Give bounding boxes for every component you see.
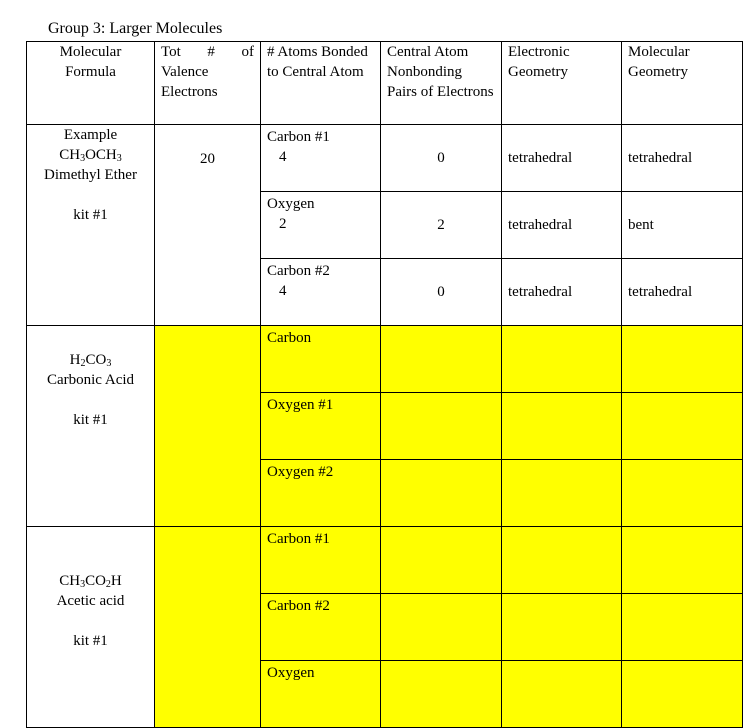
electronic-geometry: tetrahedral bbox=[502, 259, 622, 326]
molecule-table bbox=[26, 41, 743, 728]
acetic-formula: $CH_3CO_2H$ bbox=[59, 573, 122, 590]
header-electronic: Electronic Geometry bbox=[502, 42, 622, 125]
carbonic-atom-cell bbox=[261, 460, 381, 527]
carbonic-formula-cell bbox=[27, 326, 155, 527]
header-bonded: # Atoms Bonded to Central Atom bbox=[261, 42, 381, 125]
header-molecular: Molecular Geometry bbox=[622, 42, 743, 125]
header-nonbonding: Central Atom Nonbonding Pairs of Electrons bbox=[381, 42, 502, 125]
atom-label: Carbon #1 bbox=[267, 129, 330, 145]
bonded-count: 2 bbox=[279, 216, 287, 232]
atom-label: Oxygen #2 bbox=[267, 464, 334, 480]
acetic-kit: kit #1 bbox=[73, 633, 108, 649]
molecular-geometry: tetrahedral bbox=[622, 125, 743, 192]
electronic-geometry: tetrahedral bbox=[502, 125, 622, 192]
example-atom-cell bbox=[261, 192, 381, 259]
atom-label: Oxygen bbox=[267, 196, 315, 212]
table-row bbox=[27, 125, 743, 192]
atom-label: Oxygen bbox=[267, 665, 315, 681]
example-name: Dimethyl Ether bbox=[44, 167, 137, 183]
nonbonding-input[interactable] bbox=[381, 326, 502, 393]
carbonic-formula: $H_2CO_3$ bbox=[69, 352, 112, 369]
molecular-geometry-input[interactable] bbox=[622, 527, 743, 594]
carbonic-atom-cell bbox=[261, 393, 381, 460]
electronic-geometry-input[interactable] bbox=[502, 460, 622, 527]
carbonic-name: Carbonic Acid bbox=[46, 372, 135, 388]
nonbonding-count: 0 bbox=[381, 259, 502, 326]
molecular-geometry-input[interactable] bbox=[622, 661, 743, 728]
example-kit: kit #1 bbox=[73, 207, 108, 223]
carbonic-atom-cell bbox=[261, 326, 381, 393]
nonbonding-input[interactable] bbox=[381, 527, 502, 594]
atom-label: Carbon #2 bbox=[267, 598, 330, 614]
acetic-atom-cell bbox=[261, 661, 381, 728]
bonded-count: 4 bbox=[279, 149, 287, 165]
table-row bbox=[27, 527, 743, 594]
molecular-geometry-input[interactable] bbox=[622, 460, 743, 527]
example-label: Example bbox=[63, 127, 118, 143]
electronic-geometry-input[interactable] bbox=[502, 661, 622, 728]
acetic-atom-cell bbox=[261, 594, 381, 661]
example-atom-cell bbox=[261, 259, 381, 326]
header-row bbox=[27, 42, 743, 125]
nonbonding-count: 2 bbox=[381, 192, 502, 259]
molecular-geometry: bent bbox=[622, 192, 743, 259]
header-formula: Molecular Formula bbox=[27, 42, 155, 125]
electronic-geometry-input[interactable] bbox=[502, 527, 622, 594]
molecular-geometry: tetrahedral bbox=[622, 259, 743, 326]
acetic-valence-input[interactable] bbox=[155, 527, 261, 728]
example-atom-cell bbox=[261, 125, 381, 192]
acetic-formula-cell bbox=[27, 527, 155, 728]
electronic-geometry-input[interactable] bbox=[502, 594, 622, 661]
atom-label: Carbon #1 bbox=[267, 531, 330, 547]
molecular-geometry-input[interactable] bbox=[622, 326, 743, 393]
example-valence: 20 bbox=[155, 125, 261, 326]
carbonic-valence-input[interactable] bbox=[155, 326, 261, 527]
table-row bbox=[27, 326, 743, 393]
nonbonding-input[interactable] bbox=[381, 594, 502, 661]
electronic-geometry: tetrahedral bbox=[502, 192, 622, 259]
bonded-count: 4 bbox=[279, 283, 287, 299]
molecular-geometry-input[interactable] bbox=[622, 594, 743, 661]
carbonic-kit: kit #1 bbox=[73, 412, 108, 428]
example-formula: $CH_3OCH_3$ bbox=[59, 147, 122, 164]
page-title: Group 3: Larger Molecules bbox=[48, 20, 223, 37]
example-formula-cell bbox=[27, 125, 155, 326]
acetic-atom-cell bbox=[261, 527, 381, 594]
nonbonding-input[interactable] bbox=[381, 661, 502, 728]
molecular-geometry-input[interactable] bbox=[622, 393, 743, 460]
nonbonding-count: 0 bbox=[381, 125, 502, 192]
acetic-name: Acetic acid bbox=[56, 593, 125, 609]
atom-label: Oxygen #1 bbox=[267, 397, 334, 413]
atom-label: Carbon bbox=[267, 330, 312, 346]
electronic-geometry-input[interactable] bbox=[502, 393, 622, 460]
atom-label: Carbon #2 bbox=[267, 263, 330, 279]
nonbonding-input[interactable] bbox=[381, 460, 502, 527]
header-valence: Tot # of Valence Electrons bbox=[155, 42, 261, 125]
nonbonding-input[interactable] bbox=[381, 393, 502, 460]
electronic-geometry-input[interactable] bbox=[502, 326, 622, 393]
